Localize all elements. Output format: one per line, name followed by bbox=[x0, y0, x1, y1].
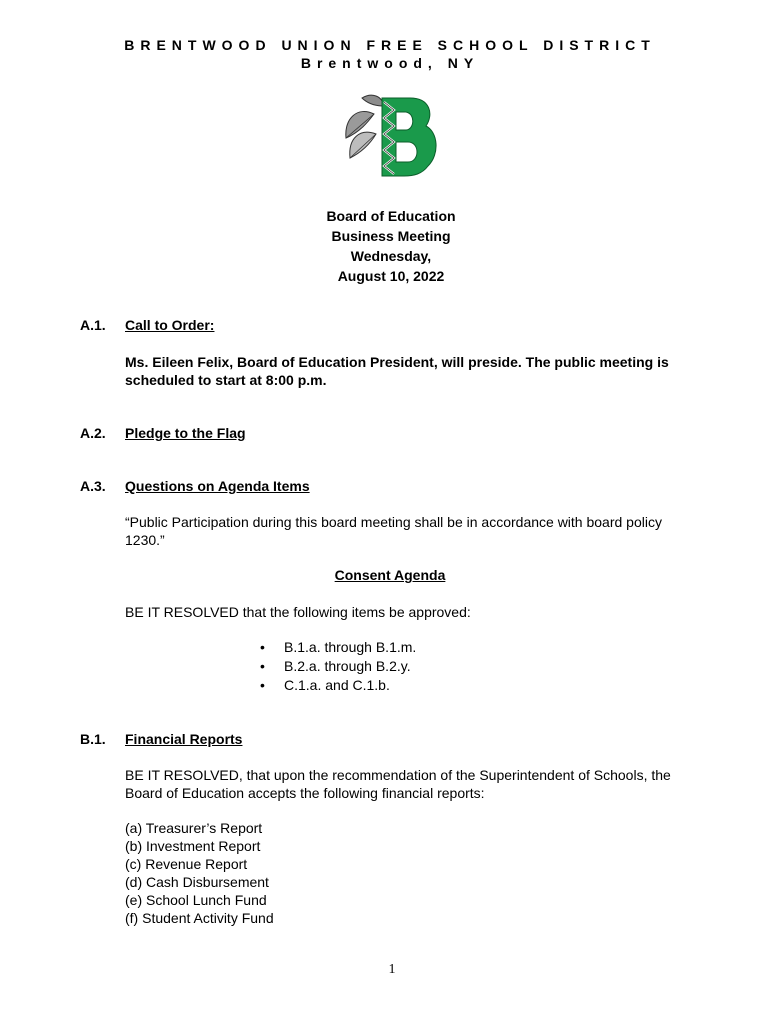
district-city: Brentwood, NY bbox=[300, 55, 480, 71]
meeting-date: August 10, 2022 bbox=[337, 268, 445, 284]
page-number: 1 bbox=[388, 962, 396, 977]
section-number: A.2. bbox=[80, 425, 106, 441]
list-item: (c) Revenue Report bbox=[125, 856, 248, 872]
district-logo bbox=[340, 88, 440, 186]
public-participation-text: “Public Participation during this board meeting shall be in accordance with board policy 1230.” bbox=[125, 514, 662, 548]
meeting-day: Wednesday, bbox=[350, 248, 432, 264]
consent-agenda-heading: Consent Agenda bbox=[334, 567, 446, 583]
section-heading-call-to-order: Call to Order: bbox=[125, 317, 215, 333]
consent-intro: BE IT RESOLVED that the following items be approved: bbox=[125, 604, 471, 620]
meeting-type: Business Meeting bbox=[331, 228, 451, 244]
list-item: (f) Student Activity Fund bbox=[125, 910, 274, 926]
section-number: A.1. bbox=[80, 317, 106, 333]
district-name: BRENTWOOD UNION FREE SCHOOL DISTRICT bbox=[124, 37, 656, 53]
section-number: A.3. bbox=[80, 478, 106, 494]
section-heading-pledge: Pledge to the Flag bbox=[125, 425, 246, 441]
meeting-board: Board of Education bbox=[326, 208, 456, 224]
section-number: B.1. bbox=[80, 731, 106, 747]
list-item: (e) School Lunch Fund bbox=[125, 892, 267, 908]
meeting-info bbox=[0, 206, 770, 286]
list-item: (a) Treasurer’s Report bbox=[125, 820, 263, 836]
list-item: (b) Investment Report bbox=[125, 838, 261, 854]
feather-icon bbox=[346, 95, 384, 158]
list-item: • B.1.a. through B.1.m. bbox=[260, 638, 416, 657]
list-item: • C.1.a. and C.1.b. bbox=[260, 676, 416, 695]
section-heading-financial-reports: Financial Reports bbox=[125, 731, 243, 747]
call-to-order-text: Ms. Eileen Felix, Board of Education President, will preside. The public meeting is scheduled to start at 8:00 p.m. bbox=[125, 354, 669, 388]
section-heading-questions: Questions on Agenda Items bbox=[125, 478, 310, 494]
list-item: • B.2.a. through B.2.y. bbox=[260, 657, 416, 676]
financial-reports-text: BE IT RESOLVED, that upon the recommendation of the Superintendent of Schools, the Board of Education accepts the following financial reports: bbox=[125, 767, 671, 801]
consent-items-list bbox=[260, 638, 416, 695]
list-item: (d) Cash Disbursement bbox=[125, 874, 269, 890]
financial-reports-list bbox=[125, 819, 274, 927]
